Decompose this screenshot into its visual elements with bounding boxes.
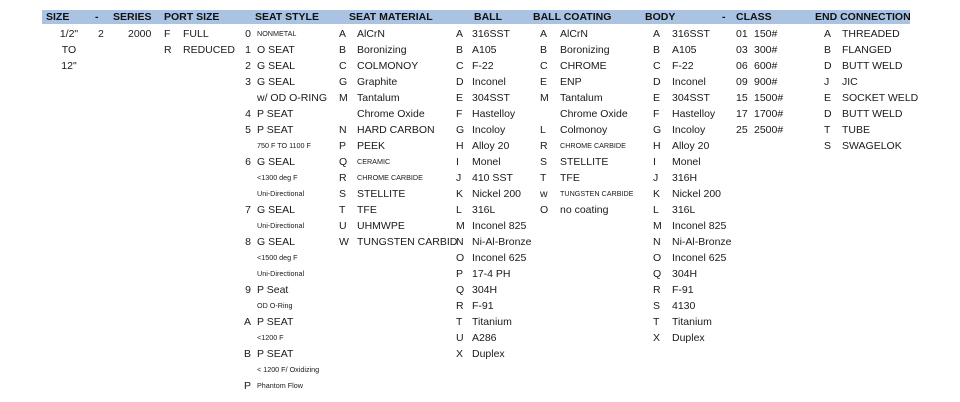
seat-material-code: U [339,220,347,232]
seat-material-code: C [339,60,347,72]
seat-style-code: A [243,316,251,328]
class-label: 2500# [754,124,784,136]
ball-coating-label: AlCrN [560,28,588,40]
ball-code: L [456,204,462,216]
ball-coating-label: Tantalum [560,92,603,104]
seat-material-label: UHMWPE [357,220,405,232]
ball-coating-code: S [540,156,548,168]
ball-label: Titanium [472,316,512,328]
seat-style-label: OD O-Ring [257,301,293,310]
body-code: D [653,76,661,88]
end-connection-code: A [824,28,832,40]
series-value: 2000 [128,28,152,40]
seat-style-code: 5 [245,124,251,136]
ball-coating-label: Colmonoy [560,124,608,136]
seat-material-label: TUNGSTEN CARBID [357,236,458,248]
class-label: 150# [754,28,778,40]
end-connection-label: SOCKET WELD [842,92,919,104]
body-code: Q [653,268,662,280]
port-size-code: R [164,44,172,56]
seat-material-label: PEEK [357,140,386,152]
header-size: SIZE [46,11,70,23]
seat-material-code: M [339,92,348,104]
end-connection-label: SWAGELOK [842,140,902,152]
ball-coating-label: CHROME [560,60,607,72]
header-seat-style: SEAT STYLE [255,11,319,23]
body-code: A [653,28,661,40]
port-size-code: F [164,28,171,40]
size-value: 1/2" [59,28,79,40]
seat-style-code: 1 [245,44,251,56]
ball-label: 304SST [472,92,510,104]
series-dash-value: 2 [98,28,104,40]
ball-coating-code: B [540,44,548,56]
ball-coating-code: O [540,204,549,216]
ball-label: Inconel 825 [472,220,527,232]
body-label: 316SST [672,28,710,40]
seat-style-code: 9 [245,284,251,296]
ball-label: F-91 [472,300,494,312]
body-code: B [653,44,661,56]
ball-label: Inconel 625 [472,252,527,264]
seat-style-label: P SEAT [257,108,294,120]
ball-coating-label: ENP [560,76,582,88]
class-code: 03 [736,44,748,56]
class-label: 300# [754,44,778,56]
body-code: E [653,92,661,104]
seat-style-label: P SEAT [257,348,294,360]
end-connection-code: D [824,60,832,72]
ball-code: T [456,316,463,328]
header-dash-2: - [722,11,726,23]
body-label: Inconel 825 [672,220,727,232]
ball-coating-label: Boronizing [560,44,610,56]
seat-material-label: STELLITE [357,188,406,200]
seat-style-label: NONMETAL [257,29,297,38]
ball-code: M [456,220,465,232]
seat-style-label: Phantom Flow [257,381,303,390]
body-label: 304SST [672,92,710,104]
ball-code: U [456,332,464,344]
seat-style-label: <1200 F [257,333,284,342]
seat-style-label: G SEAL [257,156,295,168]
end-connection-label: BUTT WELD [842,108,903,120]
ball-label: Nickel 200 [472,188,522,200]
seat-material-code: A [339,28,347,40]
ball-code: A [456,28,464,40]
end-connection-label: TUBE [842,124,871,136]
ball-coating-code: L [540,124,546,136]
ball-label: Duplex [472,348,505,360]
class-label: 600# [754,60,778,72]
ball-coating-code: E [540,76,548,88]
body-code: G [653,124,662,136]
seat-material-label: Tantalum [357,92,400,104]
seat-material-code: W [339,236,349,248]
ball-label: A286 [472,332,497,344]
ball-label: Hastelloy [472,108,516,120]
body-code: S [653,300,661,312]
ball-coating-code: R [540,140,548,152]
body-label: Hastelloy [672,108,716,120]
body-label: Nickel 200 [672,188,722,200]
seat-style-label: P SEAT [257,316,294,328]
header-seat-material: SEAT MATERIAL [349,11,433,23]
ball-label: 316L [472,204,496,216]
seat-style-label: P Seat [257,284,289,296]
seat-material-label: Boronizing [357,44,407,56]
body-label: Titanium [672,316,712,328]
seat-material-label: Chrome Oxide [357,108,425,120]
ball-label: Incoloy [472,124,506,136]
seat-material-label: CHROME CARBIDE [357,173,423,182]
body-code: I [653,156,656,168]
header-port-size: PORT SIZE [164,11,220,23]
ball-code: O [456,252,465,264]
body-code: O [653,252,662,264]
seat-style-code: B [243,348,251,360]
body-label: 4130 [672,300,696,312]
seat-material-code: P [339,140,347,152]
seat-style-code: 0 [245,28,251,40]
ball-coating-label: TUNGSTEN CARBIDE [560,189,634,198]
header-ball-coating: BALL COATING [533,11,612,23]
seat-style-code: P [243,380,251,392]
seat-style-label: <1300 deg F [257,173,298,182]
header-end-connection: END CONNECTION [815,11,911,23]
ball-label: A105 [472,44,497,56]
seat-material-code: Q [339,156,348,168]
seat-material-label: TFE [357,204,377,216]
seat-material-code: T [339,204,346,216]
body-code: L [653,204,659,216]
ball-label: 316SST [472,28,510,40]
class-label: 1500# [754,92,784,104]
end-connection-label: JIC [842,76,858,88]
body-label: Alloy 20 [672,140,710,152]
seat-style-label: w/ OD O-RING [257,92,327,104]
ball-code: F [456,108,463,120]
ball-code: D [456,76,464,88]
seat-style-code: 4 [245,108,251,120]
end-connection-label: BUTT WELD [842,60,903,72]
body-code: H [653,140,661,152]
seat-material-code: R [339,172,347,184]
header-body: BODY [645,11,676,23]
port-size-label: FULL [183,28,209,40]
ball-code: J [456,172,462,184]
seat-style-label: O SEAT [257,44,295,56]
ball-code: E [456,92,464,104]
body-code: K [653,188,661,200]
class-code: 09 [736,76,748,88]
body-label: Inconel 625 [672,252,727,264]
seat-style-label: 750 F TO 1100 F [257,141,311,150]
seat-material-code: S [339,188,347,200]
body-code: J [653,172,659,184]
body-code: M [653,220,662,232]
port-size-label: REDUCED [183,44,235,56]
size-value: TO [61,44,77,56]
ball-coating-label: Chrome Oxide [560,108,628,120]
seat-material-code: N [339,124,347,136]
ball-coating-code: T [540,172,547,184]
body-code: T [653,316,660,328]
body-label: A105 [672,44,697,56]
body-label: Ni-Al-Bronze [672,236,732,248]
seat-style-label: Uni-Directional [257,221,305,230]
ball-label: Monel [472,156,501,168]
body-code: C [653,60,661,72]
class-code: 01 [736,28,748,40]
body-label: F-91 [672,284,694,296]
ball-coating-label: CHROME CARBIDE [560,141,626,150]
seat-material-label: AlCrN [357,28,385,40]
ball-label: 17-4 PH [472,268,511,280]
seat-style-code: 7 [245,204,251,216]
ball-coating-code: w [540,188,548,200]
ball-coating-code: C [540,60,548,72]
ball-coating-code: M [540,92,549,104]
end-connection-code: S [824,140,832,152]
ball-label: 410 SST [472,172,513,184]
seat-style-label: G SEAL [257,76,295,88]
body-code: R [653,284,661,296]
seat-material-label: COLMONOY [357,60,419,72]
seat-style-label: P SEAT [257,124,294,136]
ball-code: R [456,300,464,312]
body-label: Monel [672,156,701,168]
class-label: 900# [754,76,778,88]
ball-coating-code: A [540,28,548,40]
seat-style-label: G SEAL [257,60,295,72]
seat-style-label: <1500 deg F [257,253,298,262]
body-code: F [653,108,660,120]
header-ball: BALL [474,11,502,23]
seat-style-code: 3 [245,76,251,88]
ball-label: Ni-Al-Bronze [472,236,532,248]
seat-style-label: G SEAL [257,204,295,216]
header-series: SERIES [113,11,152,23]
ball-coating-label: no coating [560,204,609,216]
header-dash: - [95,11,99,23]
seat-style-code: 6 [245,156,251,168]
seat-material-code: B [339,44,347,56]
end-connection-code: J [824,76,830,88]
ball-label: F-22 [472,60,494,72]
seat-material-label: CERAMIC [357,157,391,166]
ball-code: I [456,156,459,168]
ball-code: K [456,188,464,200]
class-code: 25 [736,124,748,136]
end-connection-code: B [824,44,832,56]
end-connection-code: T [824,124,831,136]
seat-style-label: < 1200 F/ Oxidizing [257,365,320,374]
ball-code: N [456,236,464,248]
body-label: F-22 [672,60,694,72]
size-value: 12" [61,60,77,72]
ball-coating-label: TFE [560,172,580,184]
ball-code: H [456,140,464,152]
ball-label: 304H [472,284,498,296]
seat-style-label: Uni-Directional [257,269,305,278]
class-label: 1700# [754,108,784,120]
ball-code: B [456,44,464,56]
class-code: 06 [736,60,748,72]
end-connection-code: D [824,108,832,120]
body-code: X [653,332,661,344]
seat-style-label: Uni-Directional [257,189,305,198]
end-connection-label: FLANGED [842,44,892,56]
body-code: N [653,236,661,248]
seat-style-label: G SEAL [257,236,295,248]
class-code: 17 [736,108,748,120]
ball-label: Alloy 20 [472,140,510,152]
ball-code: G [456,124,465,136]
body-label: Incoloy [672,124,706,136]
body-label: 304H [672,268,698,280]
ball-coating-label: STELLITE [560,156,609,168]
seat-material-label: Graphite [357,76,398,88]
ball-label: Inconel [472,76,506,88]
seat-material-label: HARD CARBON [357,124,435,136]
ball-code: Q [456,284,465,296]
end-connection-label: THREADED [842,28,900,40]
body-label: Inconel [672,76,706,88]
ball-code: P [456,268,464,280]
body-label: 316L [672,204,696,216]
ball-code: X [456,348,464,360]
header-class: CLASS [736,11,772,23]
end-connection-code: E [824,92,832,104]
seat-style-code: 8 [245,236,251,248]
seat-material-code: G [339,76,348,88]
body-label: Duplex [672,332,705,344]
ball-code: C [456,60,464,72]
body-label: 316H [672,172,698,184]
seat-style-code: 2 [245,60,251,72]
class-code: 15 [736,92,748,104]
